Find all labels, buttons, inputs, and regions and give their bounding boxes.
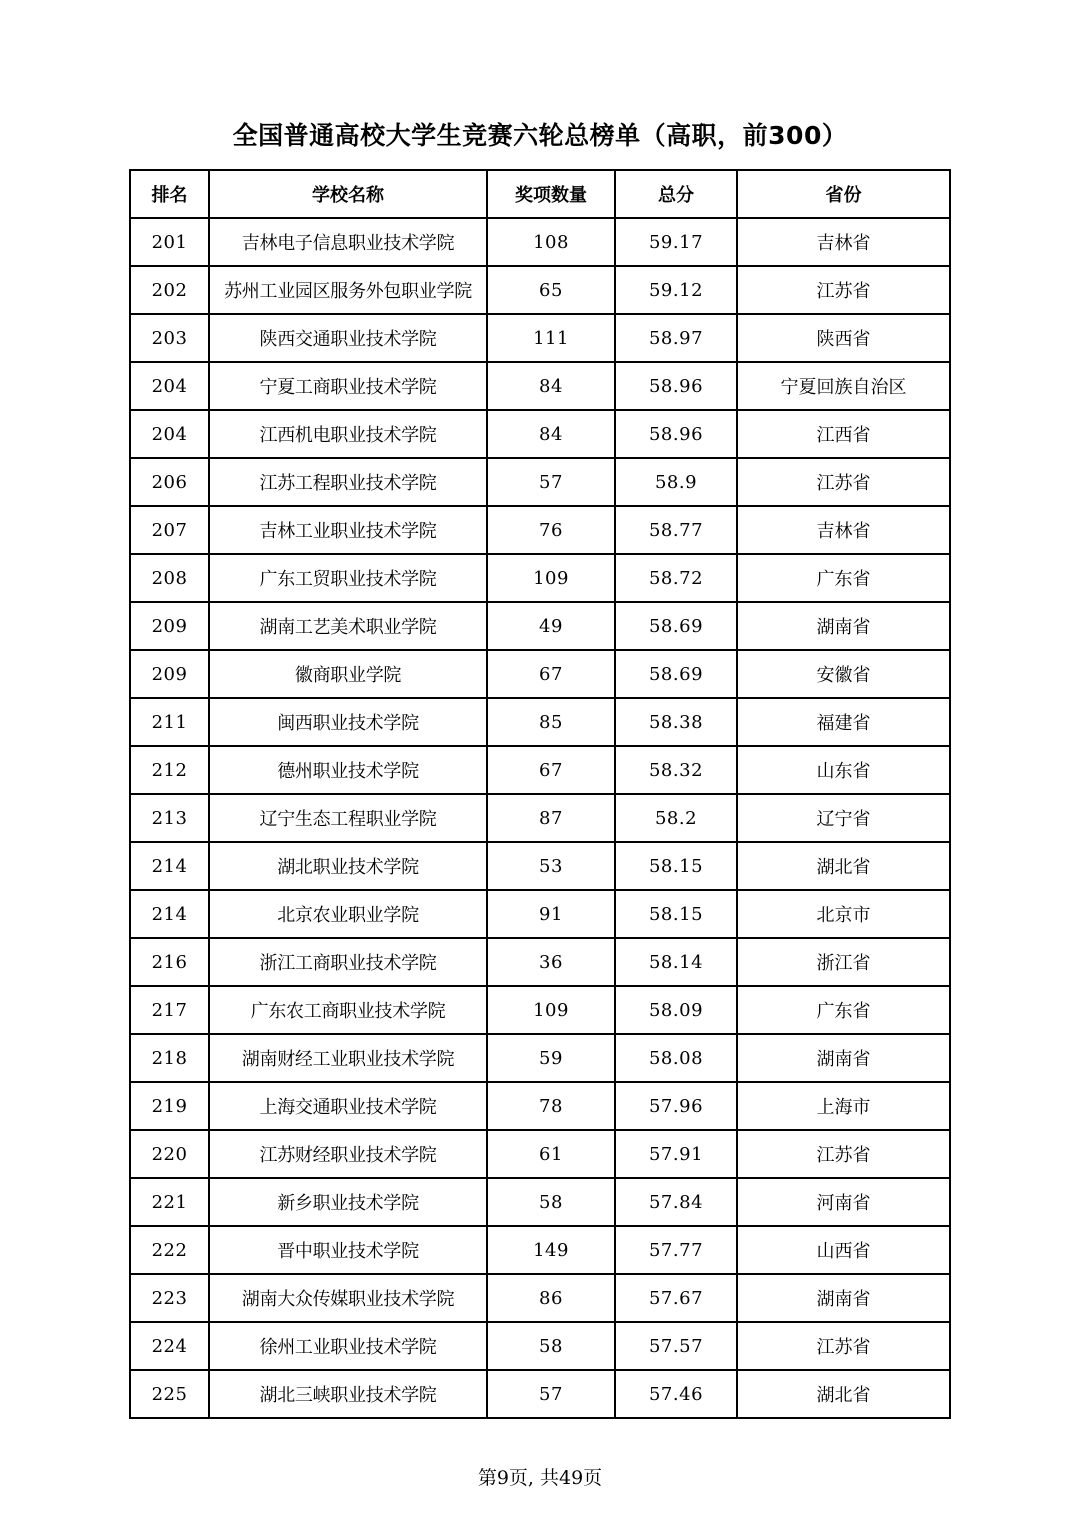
cell-awards: 58 [487,1322,615,1370]
table-row [130,794,950,842]
table-row [130,218,950,266]
cell-awards: 65 [487,266,615,314]
cell-rank: 204 [130,410,209,458]
table-row [130,842,950,890]
cell-school: 北京农业职业学院 [209,890,487,938]
cell-awards: 67 [487,650,615,698]
cell-awards: 61 [487,1130,615,1178]
cell-score: 57.46 [615,1370,737,1418]
cell-province: 浙江省 [737,938,950,986]
cell-score: 58.32 [615,746,737,794]
cell-province: 吉林省 [737,218,950,266]
cell-awards: 36 [487,938,615,986]
table-row [130,1034,950,1082]
cell-province: 广东省 [737,986,950,1034]
cell-rank: 211 [130,698,209,746]
cell-score: 58.69 [615,650,737,698]
table-header-row [130,170,950,218]
cell-awards: 91 [487,890,615,938]
cell-school: 德州职业技术学院 [209,746,487,794]
cell-score: 57.67 [615,1274,737,1322]
cell-awards: 108 [487,218,615,266]
cell-school: 湖南财经工业职业技术学院 [209,1034,487,1082]
cell-province: 陕西省 [737,314,950,362]
cell-province: 江苏省 [737,1130,950,1178]
cell-province: 湖北省 [737,842,950,890]
cell-province: 上海市 [737,1082,950,1130]
cell-school: 徽商职业学院 [209,650,487,698]
cell-school: 吉林工业职业技术学院 [209,506,487,554]
cell-rank: 207 [130,506,209,554]
cell-rank: 220 [130,1130,209,1178]
table-row [130,890,950,938]
cell-rank: 213 [130,794,209,842]
table-row [130,1226,950,1274]
cell-score: 58.15 [615,890,737,938]
cell-rank: 208 [130,554,209,602]
cell-province: 湖南省 [737,1034,950,1082]
table-row [130,410,950,458]
cell-province: 湖南省 [737,602,950,650]
cell-school: 吉林电子信息职业技术学院 [209,218,487,266]
header-awards: 奖项数量 [487,170,615,218]
cell-awards: 87 [487,794,615,842]
cell-rank: 204 [130,362,209,410]
cell-score: 57.77 [615,1226,737,1274]
cell-school: 辽宁生态工程职业学院 [209,794,487,842]
cell-awards: 111 [487,314,615,362]
cell-score: 59.17 [615,218,737,266]
cell-rank: 218 [130,1034,209,1082]
cell-awards: 149 [487,1226,615,1274]
cell-score: 58.96 [615,410,737,458]
table-row [130,986,950,1034]
cell-rank: 214 [130,842,209,890]
cell-school: 江西机电职业技术学院 [209,410,487,458]
cell-rank: 201 [130,218,209,266]
cell-province: 江西省 [737,410,950,458]
cell-school: 苏州工业园区服务外包职业学院 [209,266,487,314]
cell-score: 57.96 [615,1082,737,1130]
cell-rank: 209 [130,602,209,650]
cell-score: 58.15 [615,842,737,890]
table-row [130,362,950,410]
cell-school: 湖北职业技术学院 [209,842,487,890]
cell-rank: 203 [130,314,209,362]
cell-province: 北京市 [737,890,950,938]
table-row [130,746,950,794]
cell-score: 57.84 [615,1178,737,1226]
cell-score: 58.9 [615,458,737,506]
cell-awards: 86 [487,1274,615,1322]
cell-province: 安徽省 [737,650,950,698]
table-row [130,1274,950,1322]
table-row [130,938,950,986]
cell-score: 58.69 [615,602,737,650]
page-number: 第9页, 共49页 [477,1467,603,1489]
cell-awards: 58 [487,1178,615,1226]
cell-score: 59.12 [615,266,737,314]
cell-awards: 49 [487,602,615,650]
cell-score: 57.91 [615,1130,737,1178]
cell-school: 新乡职业技术学院 [209,1178,487,1226]
cell-school: 广东农工商职业技术学院 [209,986,487,1034]
cell-rank: 217 [130,986,209,1034]
cell-school: 浙江工商职业技术学院 [209,938,487,986]
cell-province: 山西省 [737,1226,950,1274]
cell-awards: 57 [487,1370,615,1418]
cell-school: 湖南大众传媒职业技术学院 [209,1274,487,1322]
table-row [130,698,950,746]
cell-school: 闽西职业技术学院 [209,698,487,746]
cell-rank: 212 [130,746,209,794]
cell-province: 辽宁省 [737,794,950,842]
table-row [130,1082,950,1130]
cell-awards: 67 [487,746,615,794]
cell-rank: 214 [130,890,209,938]
cell-score: 58.38 [615,698,737,746]
table-row [130,602,950,650]
cell-rank: 221 [130,1178,209,1226]
cell-province: 湖北省 [737,1370,950,1418]
cell-score: 58.97 [615,314,737,362]
cell-school: 湖南工艺美术职业学院 [209,602,487,650]
cell-awards: 53 [487,842,615,890]
cell-school: 江苏工程职业技术学院 [209,458,487,506]
cell-school: 晋中职业技术学院 [209,1226,487,1274]
cell-score: 58.2 [615,794,737,842]
cell-awards: 84 [487,410,615,458]
cell-score: 58.08 [615,1034,737,1082]
table-row [130,314,950,362]
cell-province: 江苏省 [737,458,950,506]
cell-province: 山东省 [737,746,950,794]
cell-score: 57.57 [615,1322,737,1370]
cell-school: 湖北三峡职业技术学院 [209,1370,487,1418]
cell-awards: 57 [487,458,615,506]
header-province: 省份 [737,170,950,218]
table-row [130,650,950,698]
table-row [130,458,950,506]
cell-school: 徐州工业职业技术学院 [209,1322,487,1370]
cell-score: 58.14 [615,938,737,986]
cell-school: 江苏财经职业技术学院 [209,1130,487,1178]
cell-score: 58.09 [615,986,737,1034]
cell-province: 湖南省 [737,1274,950,1322]
header-school: 学校名称 [209,170,487,218]
table-row [130,506,950,554]
table-row [130,554,950,602]
cell-score: 58.72 [615,554,737,602]
cell-rank: 216 [130,938,209,986]
cell-rank: 222 [130,1226,209,1274]
cell-school: 广东工贸职业技术学院 [209,554,487,602]
cell-awards: 78 [487,1082,615,1130]
cell-province: 江苏省 [737,266,950,314]
cell-rank: 209 [130,650,209,698]
cell-awards: 109 [487,986,615,1034]
table-row [130,1130,950,1178]
cell-province: 河南省 [737,1178,950,1226]
cell-school: 宁夏工商职业技术学院 [209,362,487,410]
header-rank: 排名 [130,170,209,218]
cell-province: 宁夏回族自治区 [737,362,950,410]
cell-school: 陕西交通职业技术学院 [209,314,487,362]
table-row [130,1322,950,1370]
cell-awards: 84 [487,362,615,410]
cell-rank: 202 [130,266,209,314]
ranking-table [129,169,951,1419]
cell-score: 58.96 [615,362,737,410]
table-body [130,218,950,1418]
table-row [130,1178,950,1226]
cell-province: 江苏省 [737,1322,950,1370]
cell-awards: 76 [487,506,615,554]
cell-province: 广东省 [737,554,950,602]
cell-rank: 206 [130,458,209,506]
cell-province: 福建省 [737,698,950,746]
header-score: 总分 [615,170,737,218]
table-row [130,266,950,314]
cell-province: 吉林省 [737,506,950,554]
cell-awards: 85 [487,698,615,746]
table-row [130,1370,950,1418]
cell-school: 上海交通职业技术学院 [209,1082,487,1130]
page-title: 全国普通高校大学生竞赛六轮总榜单（高职，前300） [232,121,848,150]
cell-rank: 223 [130,1274,209,1322]
cell-score: 58.77 [615,506,737,554]
cell-awards: 109 [487,554,615,602]
cell-rank: 225 [130,1370,209,1418]
cell-awards: 59 [487,1034,615,1082]
cell-rank: 224 [130,1322,209,1370]
cell-rank: 219 [130,1082,209,1130]
